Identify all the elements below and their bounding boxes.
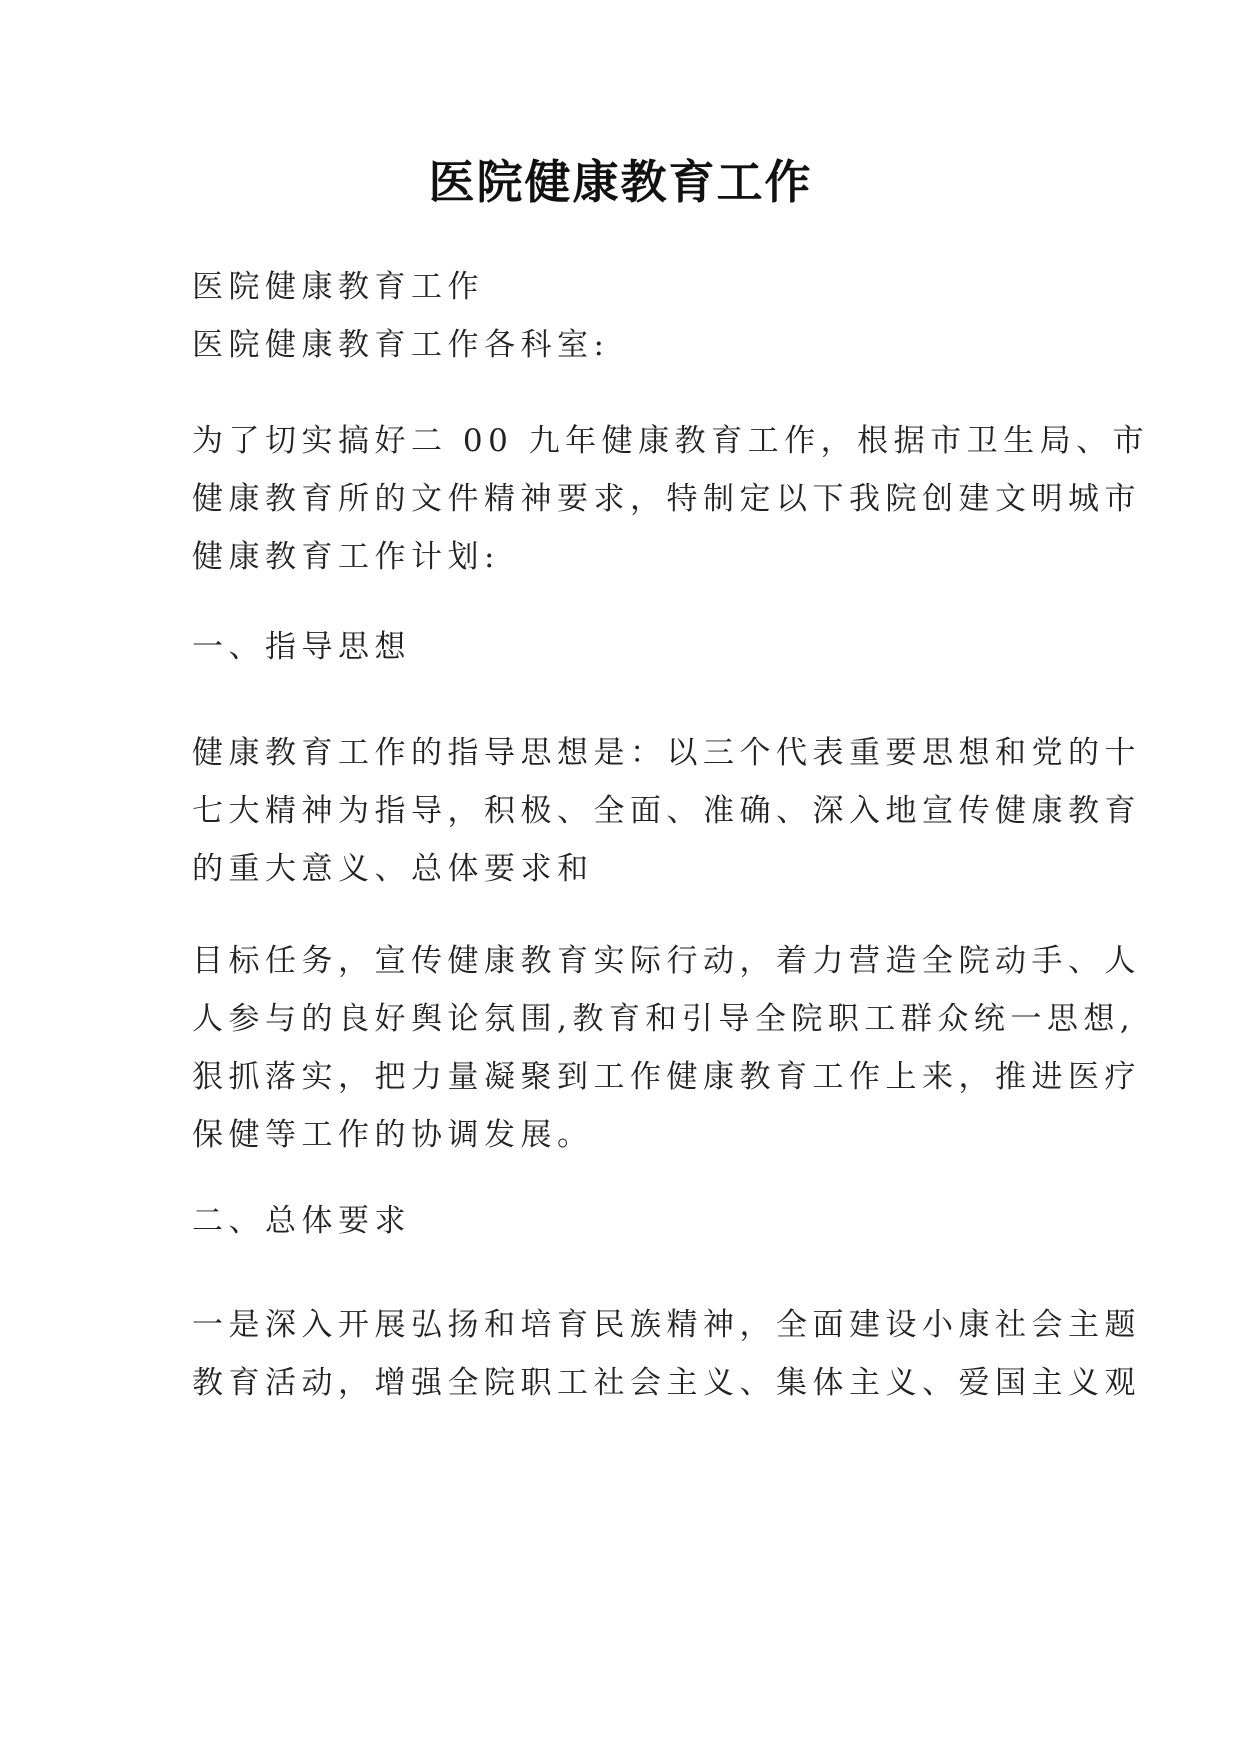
section-heading: 一、指导思想 xyxy=(192,629,411,665)
header-block xyxy=(192,258,1060,374)
addressee-line: 医院健康教育工作各科室: xyxy=(192,327,610,363)
section-2-paragraph-1 xyxy=(192,1296,1141,1412)
paragraph-line: 一是深入开展弘扬和培育民族精神，全面建设小康社会主题 xyxy=(192,1307,1141,1343)
paragraph-line: 教育活动，增强全院职工社会主义、集体主义、爱国主义观 xyxy=(192,1365,1141,1401)
section-1-paragraph-1 xyxy=(192,724,1141,898)
intro-paragraph xyxy=(192,412,1150,586)
paragraph-line: 人参与的良好舆论氛围,教育和引导全院职工群众统一思想, xyxy=(192,1001,1136,1037)
paragraph-line: 狠抓落实，把力量凝聚到工作健康教育工作上来，推进医疗 xyxy=(192,1059,1141,1095)
paragraph-line: 健康教育工作计划: xyxy=(192,539,500,575)
paragraph-line: 的重大意义、总体要求和 xyxy=(192,851,594,887)
paragraph-line: 保健等工作的协调发展。 xyxy=(192,1117,594,1153)
paragraph-line: 健康教育工作的指导思想是：以三个代表重要思想和党的十 xyxy=(192,735,1141,771)
paragraph-line: 健康教育所的文件精神要求，特制定以下我院创建文明城市 xyxy=(192,481,1141,517)
paragraph-line: 七大精神为指导，积极、全面、准确、深入地宣传健康教育 xyxy=(192,793,1141,829)
paragraph-line: 为了切实搞好二 00 九年健康教育工作，根据市卫生局、市 xyxy=(192,423,1150,459)
paragraph-line: 目标任务，宣传健康教育实际行动，着力营造全院动手、人 xyxy=(192,943,1141,979)
header-line: 医院健康教育工作 xyxy=(192,269,484,305)
section-1-paragraph-2 xyxy=(192,932,1141,1164)
section-1-heading xyxy=(192,618,1060,676)
document-title: 医院健康教育工作 xyxy=(428,155,813,209)
section-2-heading xyxy=(192,1192,1060,1250)
section-heading: 二、总体要求 xyxy=(192,1203,411,1239)
